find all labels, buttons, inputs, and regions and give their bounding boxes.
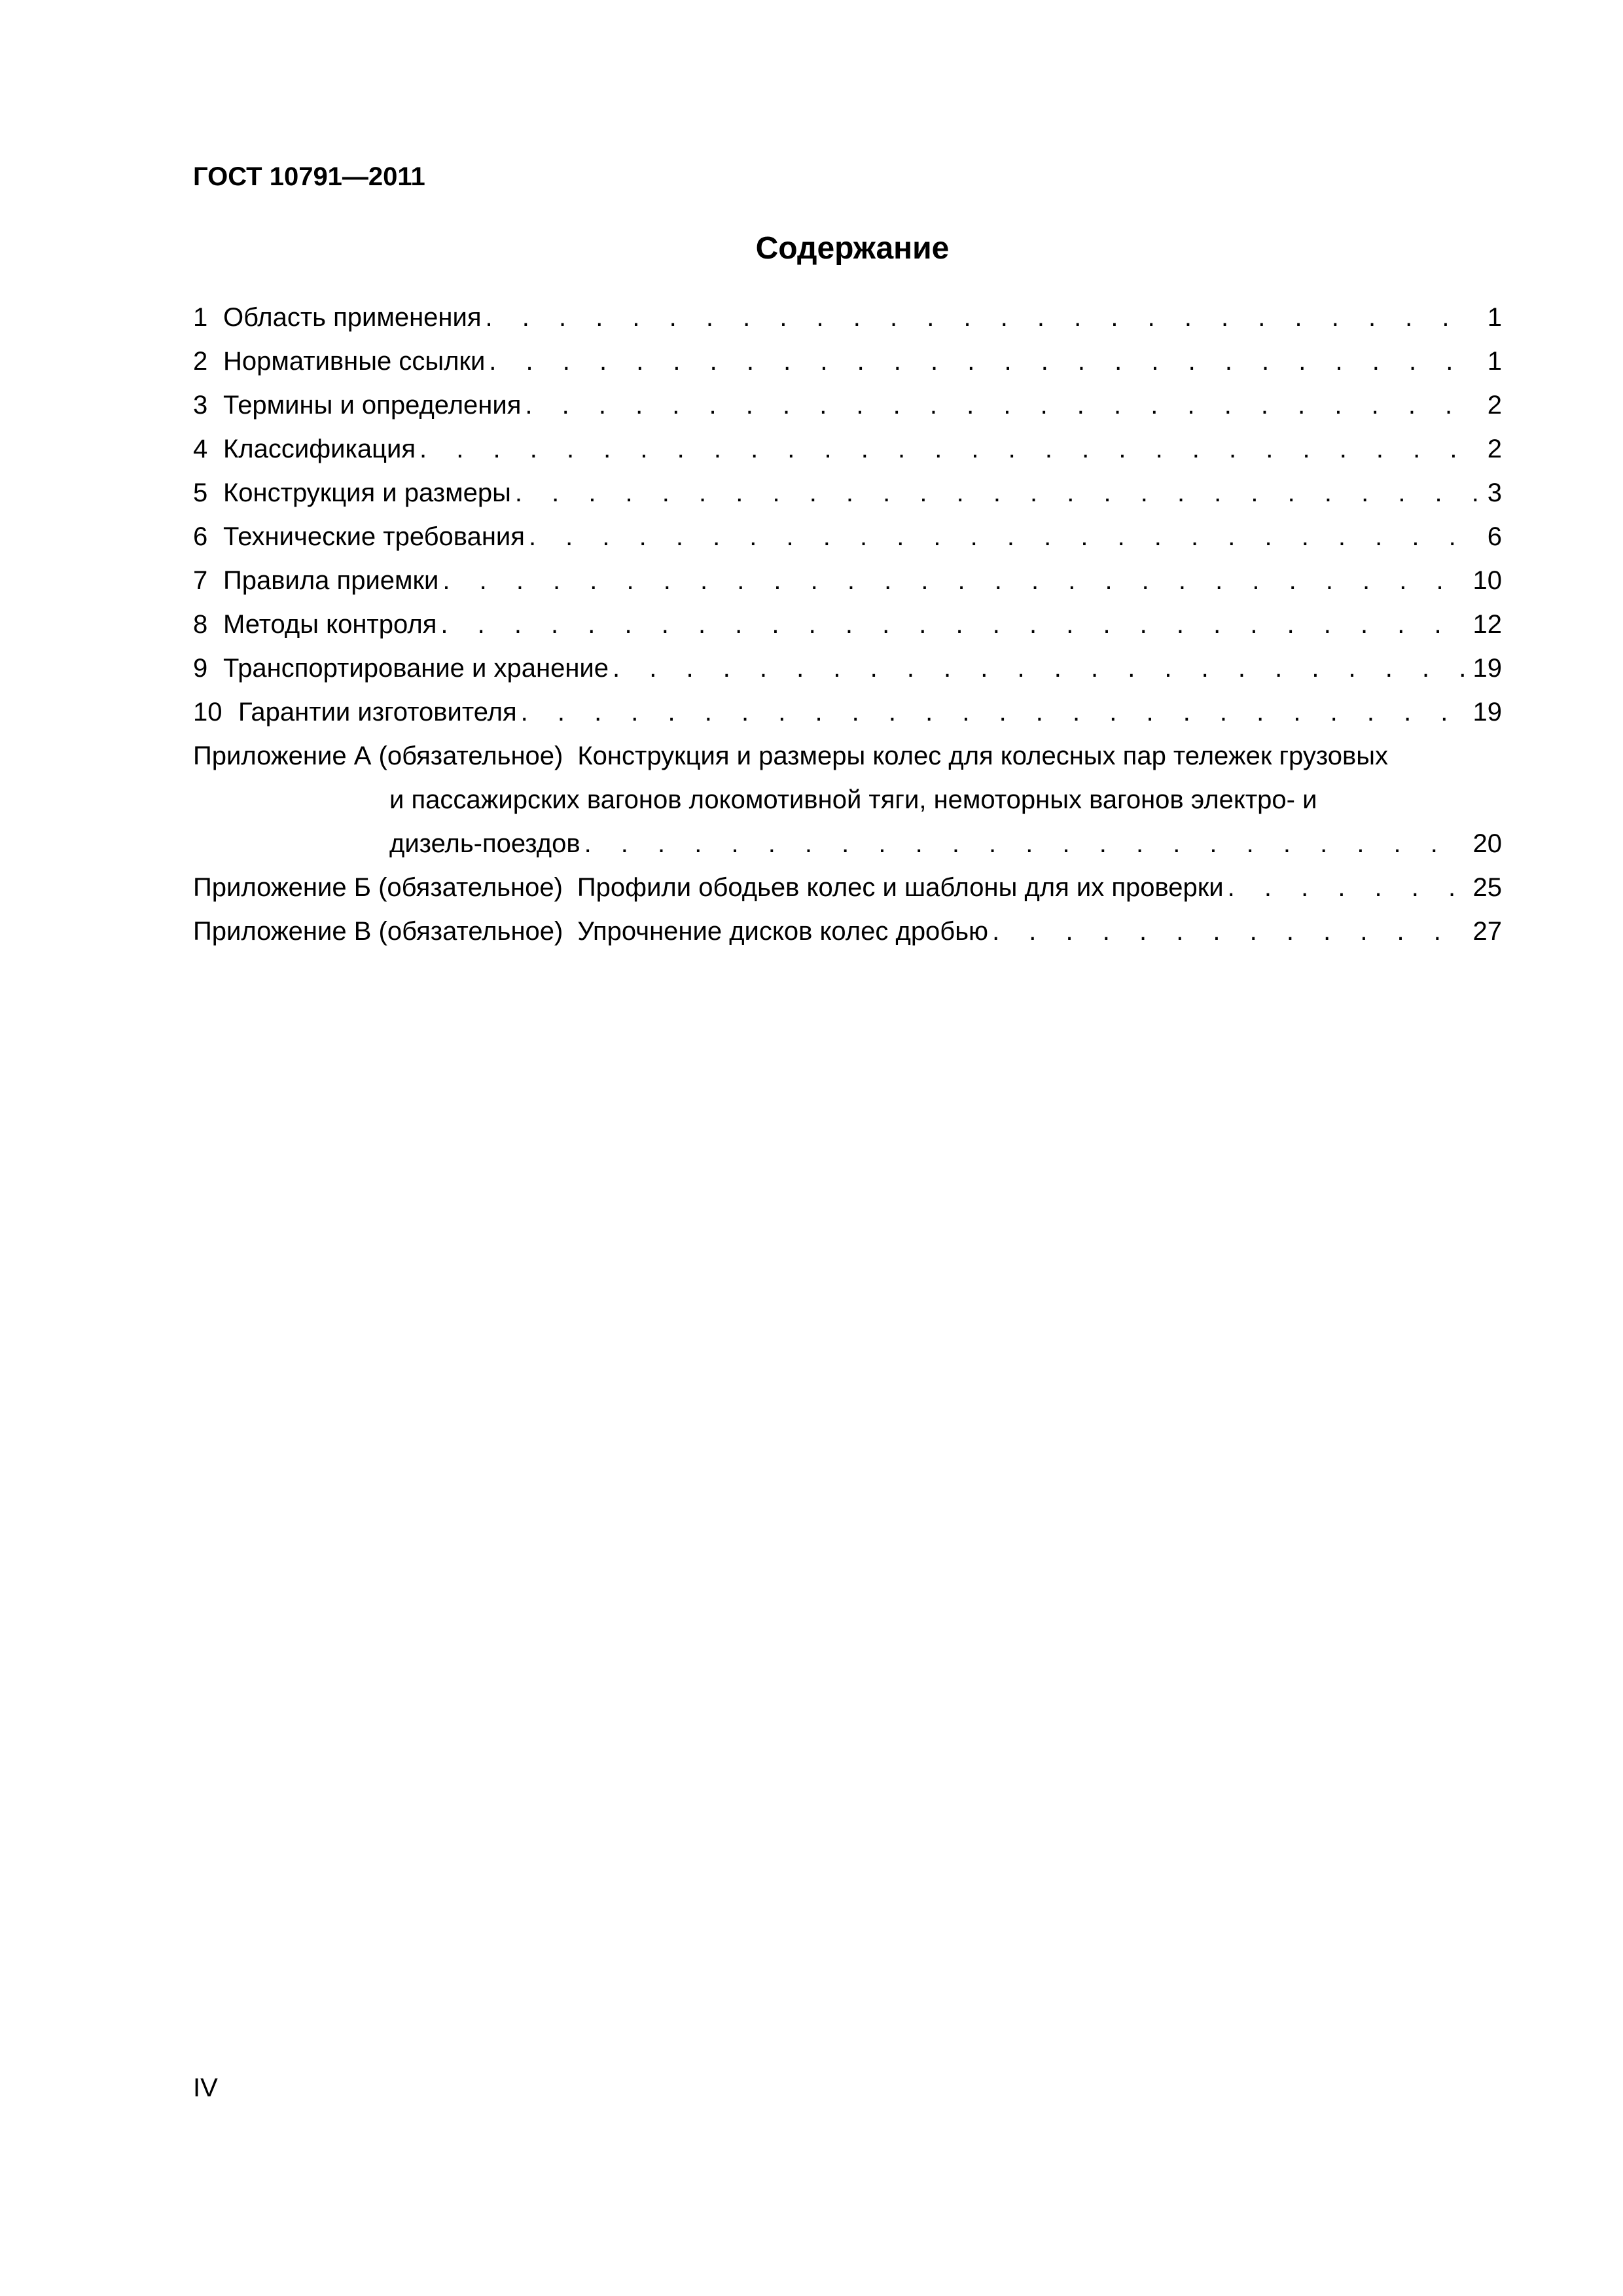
toc-entry-page: 19: [1472, 698, 1502, 726]
annex-title-line: дизель-поездов: [389, 829, 580, 858]
toc-entry-number: 1: [193, 303, 208, 332]
toc-entry-label: Правила приемки: [223, 566, 439, 595]
toc-entry-number: 6: [193, 522, 208, 551]
toc-entry-page: 19: [1472, 654, 1502, 683]
dot-leader: [584, 822, 1468, 866]
toc-entry[interactable]: [193, 647, 1502, 691]
toc-entry-page: 1: [1487, 347, 1502, 376]
toc-entry-page: 12: [1472, 610, 1502, 639]
toc-entry-label: Область применения: [223, 303, 482, 332]
toc-entry-page: 25: [1472, 873, 1502, 902]
toc-annex-a[interactable]: [193, 734, 1502, 866]
annex-title: Упрочнение дисков колес дробью: [577, 917, 989, 946]
dot-leader: [529, 515, 1481, 559]
annex-title: Профили ободьев колес и шаблоны для их проверки: [577, 873, 1224, 902]
table-of-contents: [193, 296, 1502, 954]
document-code: ГОСТ 10791—2011: [193, 162, 425, 191]
toc-entry[interactable]: [193, 427, 1502, 471]
toc-entry[interactable]: [193, 296, 1502, 340]
toc-entry[interactable]: [193, 515, 1502, 559]
toc-entry-page: 3: [1487, 478, 1502, 507]
dot-leader: [1228, 866, 1468, 910]
toc-entry-number: 7: [193, 566, 208, 595]
dot-leader: [525, 384, 1481, 427]
toc-title: Содержание: [755, 231, 950, 266]
page-number: IV: [193, 2073, 218, 2102]
dot-leader: [442, 559, 1467, 603]
toc-entry-page: 6: [1487, 522, 1502, 551]
dot-leader: [613, 647, 1467, 691]
toc-entry[interactable]: [193, 559, 1502, 603]
annex-title-line: и пассажирских вагонов локомотивной тяги, немоторных вагонов электро- и: [389, 785, 1317, 814]
annex-prefix: Приложение В (обязательное): [193, 917, 563, 946]
dot-leader: [992, 910, 1467, 954]
dot-leader: [419, 427, 1481, 471]
toc-entry[interactable]: [193, 691, 1502, 734]
toc-entry-page: 2: [1487, 435, 1502, 463]
annex-prefix: Приложение Б (обязательное): [193, 873, 563, 902]
toc-entry-page: 10: [1472, 566, 1502, 595]
toc-entry-number: 2: [193, 347, 208, 376]
toc-entry-number: 10: [193, 698, 223, 726]
toc-annex-b[interactable]: [193, 866, 1502, 910]
toc-entry-page: 2: [1487, 391, 1502, 420]
toc-entry-label: Транспортирование и хранение: [223, 654, 609, 683]
toc-entry-page: 27: [1472, 917, 1502, 946]
toc-entry-label: Классификация: [223, 435, 416, 463]
toc-entry-label: Технические требования: [223, 522, 525, 551]
dot-leader: [515, 471, 1481, 515]
toc-entry[interactable]: [193, 384, 1502, 427]
toc-entry[interactable]: [193, 471, 1502, 515]
toc-entry-page: 20: [1472, 829, 1502, 858]
toc-entry-number: 3: [193, 391, 208, 420]
toc-entry-label: Конструкция и размеры: [223, 478, 511, 507]
annex-prefix: Приложение А (обязательное): [193, 742, 563, 770]
toc-entry-number: 4: [193, 435, 208, 463]
toc-entry[interactable]: [193, 603, 1502, 647]
toc-entry-label: Гарантии изготовителя: [238, 698, 517, 726]
dot-leader: [486, 296, 1481, 340]
toc-entry-number: 5: [193, 478, 208, 507]
dot-leader: [489, 340, 1481, 384]
dot-leader: [440, 603, 1467, 647]
toc-entry-label: Нормативные ссылки: [223, 347, 486, 376]
toc-entry[interactable]: [193, 340, 1502, 384]
dot-leader: [521, 691, 1468, 734]
toc-entry-number: 8: [193, 610, 208, 639]
annex-title-line: Конструкция и размеры колес для колесных пар тележек грузовых: [577, 742, 1388, 770]
toc-entry-number: 9: [193, 654, 208, 683]
toc-entry-label: Термины и определения: [223, 391, 522, 420]
toc-entry-label: Методы контроля: [223, 610, 437, 639]
toc-annex-v[interactable]: [193, 910, 1502, 954]
toc-entry-page: 1: [1487, 303, 1502, 332]
